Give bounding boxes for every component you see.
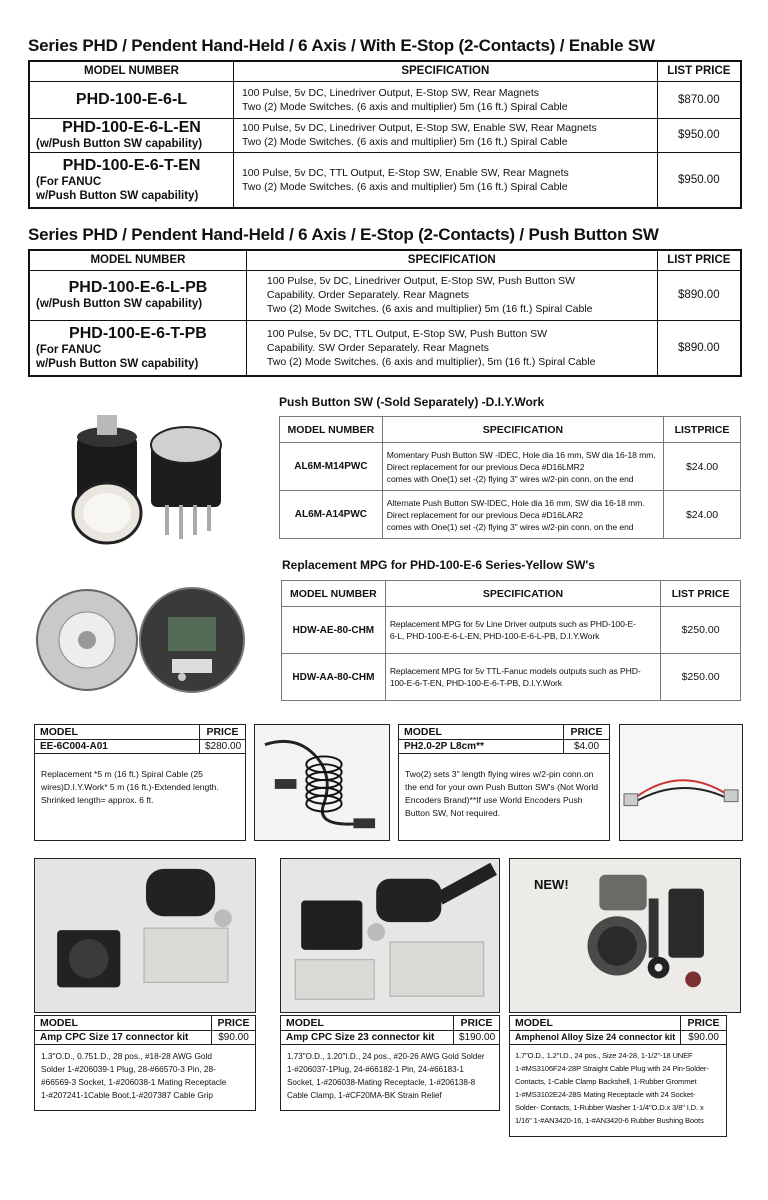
model-number: PHD-100-E-6-L-EN: [62, 119, 201, 136]
push-button-table: [279, 416, 741, 539]
model-number: PHD-100-E-6-L-PB: [68, 279, 208, 296]
model-number: Amp CPC Size 23 connector kit: [286, 1032, 435, 1043]
model-number: PH2.0-2P L8cm**: [404, 741, 484, 752]
push-button-photo: [55, 405, 255, 555]
price-header: PRICE: [211, 1016, 255, 1030]
price: $190.00: [453, 1031, 499, 1044]
model-number: PHD-100-E-6-T-EN: [62, 156, 201, 174]
spiral-cable-box: [34, 724, 246, 841]
cpc17-kit-box: [34, 1015, 256, 1111]
model-number: PHD-100-E-6-L: [75, 90, 188, 108]
series-pushbutton-table: [28, 249, 742, 377]
cpc23-kit-box: [280, 1015, 500, 1111]
price: $90.00: [211, 1031, 255, 1044]
table-row: [29, 81, 741, 118]
col-list-price: LIST PRICE: [657, 250, 741, 270]
price-header: PRICE: [453, 1016, 499, 1030]
model-header: MODEL: [404, 726, 442, 738]
col-list-price: LISTPRICE: [664, 417, 741, 443]
description: Two(2) sets 3" length flying wires w/2-pin conn.on the end for your own Push Button SW's (Not World Encoders Brand)**If use World Encoders Push Button SW, Not required.: [405, 769, 599, 818]
table-row: [282, 654, 741, 701]
mpg-photo: [32, 585, 247, 700]
series-enable-table: [28, 60, 742, 209]
specification: Replacement MPG for 5v TTL-Fanuc models outputs such as PHD- 100-E-6-T-EN, PHD-100-E-6-T-PB, D.I.Y.Work: [389, 666, 641, 688]
spiral-cable-photo: [254, 724, 390, 841]
price-header: PRICE: [199, 725, 245, 739]
table-row: [29, 118, 741, 152]
mpg-table: [281, 580, 741, 701]
section1-title: Series PHD / Pendent Hand-Held / 6 Axis / With E-Stop (2-Contacts) / Enable SW: [28, 36, 655, 55]
price-header: PRICE: [680, 1016, 726, 1030]
list-price: $950.00: [657, 118, 741, 152]
description: Replacement *5 m (16 ft.) Spiral Cable (25 wires)D.I.Y.Work* 5 m (16 ft.)-Extended length. Shrinked length= approx. 6 ft.: [41, 769, 219, 805]
col-model-number: MODEL NUMBER: [29, 61, 233, 81]
specification: Replacement MPG for 5v Line Driver outputs such as PHD-100-E- 6-L, PHD-100-E-6-L-EN, PHD-100-E-6-L-PB, D.I.Y.Work: [389, 619, 636, 641]
flying-wires-box: [398, 724, 610, 841]
table-row: [280, 491, 741, 539]
list-price: $250.00: [661, 654, 741, 701]
model-header: MODEL: [40, 1017, 78, 1029]
model-number: EE-6C004-A01: [40, 741, 108, 752]
push-button-title: Push Button SW (-Sold Separately) -D.I.Y.Work: [279, 395, 545, 409]
table-row: [29, 152, 741, 208]
model-number: Amphenol Alloy Size 24 connector kit: [515, 1032, 676, 1042]
list-price: $890.00: [657, 320, 741, 376]
model-note: (w/Push Button SW capability): [36, 138, 203, 150]
model-number: AL6M-M14PWC: [280, 443, 383, 491]
model-note: (For FANUC w/Push Button SW capability): [36, 343, 199, 370]
specification: 100 Pulse, 5v DC, Linedriver Output, E-Stop SW, Enable SW, Rear Magnets Two (2) Mode Switches. (6 axis and multiplier) 5m (16 ft.) Spiral Cable: [241, 122, 597, 148]
list-price: $24.00: [664, 491, 741, 539]
col-model-number: MODEL NUMBER: [282, 581, 386, 607]
description: 1.73"O.D., 1.20"I.D., 24 pos., #20-26 AWG Gold Solder 1-#206037-1Plug, 24-#66182-1 Pin, 24-#66183-1 Socket, 1-#206038-Mating Receptacle, 1-#206138-8 Cable Clamp, 1-#CF20MA-BK Strain Relief: [287, 1052, 485, 1100]
table-row: [29, 270, 741, 320]
table-row: [282, 607, 741, 654]
model-number: Amp CPC Size 17 connector kit: [40, 1032, 189, 1043]
model-note: (For FANUC w/Push Button SW capability): [36, 175, 199, 202]
section2-title: Series PHD / Pendent Hand-Held / 6 Axis / E-Stop (2-Contacts) / Push Button SW: [28, 225, 659, 244]
list-price: $24.00: [664, 443, 741, 491]
list-price: $870.00: [657, 81, 741, 118]
cpc23-kit-photo: [280, 858, 500, 1013]
model-number: PHD-100-E-6-T-PB: [69, 324, 207, 342]
mpg-title: Replacement MPG for PHD-100-E-6 Series-Yellow SW's: [282, 558, 595, 572]
price: $4.00: [563, 740, 609, 753]
model-header: MODEL: [515, 1017, 553, 1029]
amphenol24-kit-box: [509, 1015, 727, 1137]
model-number: HDW-AE-80-CHM: [282, 607, 386, 654]
description: 1.3"O.D., 0.751.D., 28 pos., #18-28 AWG Gold Solder 1-#206039-1 Plug, 28-#66570-3 Pin, 28- #66569-3 Socket, 1-#206038-1 Mating Receptacle 1-#207241-1Cable Boot,1-#207387 Cable Grip: [41, 1051, 227, 1100]
table-row: [29, 320, 741, 376]
specification: Momentary Push Button SW -IDEC, Hole dia 16 mm, SW dia 16-18 mm. Direct replacement for our previous Deca #D16LMR2 comes with One(1) set -(2) flying 3" wires w/2-pin conn. on the end: [386, 449, 656, 484]
new-badge: NEW!: [534, 877, 569, 892]
amphenol24-kit-photo: [509, 858, 741, 1013]
col-specification: SPECIFICATION: [382, 417, 663, 443]
price-header: PRICE: [563, 725, 609, 739]
model-header: MODEL: [286, 1017, 324, 1029]
col-list-price: LIST PRICE: [657, 61, 741, 81]
specification: 100 Pulse, 5v DC, TTL Output, E-Stop SW, Push Button SW Capability. SW Order Separately. Rear Magnets Two (2) Mode Switches. (6 axis and multiplier), 5m (16 ft.) Spiral Cable: [266, 327, 596, 368]
model-note: (w/Push Button SW capability): [36, 298, 203, 310]
description: 1.7"O.D., 1.2"I.D., 24 pos., Size 24-28, 1-1/2"-18 UNEF 1-#MS3106F24-28P Straight Cable Plug with 24 Pin-Solder- Contacts, 1-Cable Clamp Backshell, 1-Rubber Grommet 1-#MS3102E24-28S Mating Receptacle with 24 Socket- Solder- Contacts, 1-Rubber Washer 1-1/4"O.D.x 3/8" I.D. x 1/16" 1-#AN3420-16, 1-#AN3420-6 Rubber Bushing Boots: [515, 1051, 709, 1125]
model-number: AL6M-A14PWC: [280, 491, 383, 539]
col-model-number: MODEL NUMBER: [29, 250, 246, 270]
specification: 100 Pulse, 5v DC, Linedriver Output, E-Stop SW, Push Button SW Capability. Order Separately. Rear Magnets Two (2) Mode Switches. (6 axis and multiplier) 5m (16 ft.) Spiral Cable: [266, 275, 593, 315]
list-price: $890.00: [657, 270, 741, 320]
cpc17-kit-photo: [34, 858, 256, 1013]
model-number: HDW-AA-80-CHM: [282, 654, 386, 701]
price: $90.00: [680, 1031, 726, 1044]
specification: 100 Pulse, 5v DC, TTL Output, E-Stop SW, Enable SW, Rear Magnets Two (2) Mode Switches. (6 axis and multiplier) 5m (16 ft.) Spiral Cable: [241, 166, 569, 193]
list-price: $950.00: [657, 152, 741, 208]
specification: Alternate Push Button SW-IDEC, Hole dia 16 mm, SW dia 16-18 mm. Direct replacement for our previous Deca #D16LAR2 comes with One(1) set -(2) flying 3" wires w/2-pin conn. on the end: [386, 497, 645, 532]
flying-wires-photo: [619, 724, 743, 841]
col-specification: SPECIFICATION: [385, 581, 660, 607]
col-specification: SPECIFICATION: [233, 61, 657, 81]
model-header: MODEL: [40, 726, 78, 738]
col-model-number: MODEL NUMBER: [280, 417, 383, 443]
list-price: $250.00: [661, 607, 741, 654]
specification: 100 Pulse, 5v DC, Linedriver Output, E-Stop SW, Rear Magnets Two (2) Mode Switches. (6 axis and multiplier) 5m (16 ft.) Spiral Cable: [241, 86, 568, 113]
price: $280.00: [199, 740, 245, 753]
col-specification: SPECIFICATION: [246, 250, 657, 270]
table-row: [280, 443, 741, 491]
col-list-price: LIST PRICE: [661, 581, 741, 607]
